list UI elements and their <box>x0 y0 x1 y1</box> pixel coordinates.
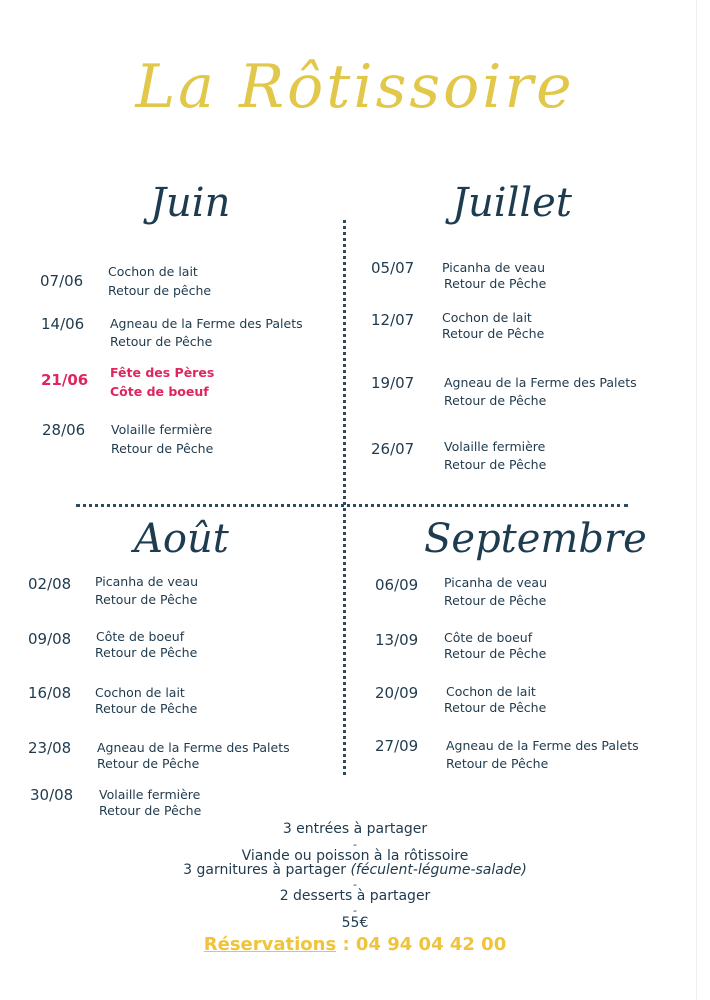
entry-dish: Retour de pêche <box>108 283 212 298</box>
entry-date: 28/06 <box>42 421 86 439</box>
entry-dish: Retour de Pêche <box>110 334 213 349</box>
month-heading-septembre: Septembre <box>424 516 647 562</box>
entry-dish: Côte de boeuf <box>444 630 533 645</box>
menu-line-garnitures <box>0 862 710 878</box>
entry-dish: Retour de Pêche <box>444 457 547 472</box>
entry-date: 20/09 <box>375 684 419 702</box>
entry-dish: Retour de Pêche <box>446 756 549 771</box>
month-heading-juin: Juin <box>150 180 231 226</box>
menu-price: 55€ <box>341 915 369 931</box>
entry-date: 06/09 <box>375 576 419 594</box>
entry-dish: Agneau de la Ferme des Palets <box>110 316 303 331</box>
entry-date: 02/08 <box>28 575 72 593</box>
entry-dish: Picanha de veau <box>95 574 199 589</box>
entry-dish: Picanha de veau <box>442 260 546 275</box>
entry-dish: Retour de Pêche <box>444 646 547 661</box>
entry-dish: Côte de boeuf <box>96 629 185 644</box>
reservation-phone[interactable]: : 04 94 04 42 00 <box>342 934 507 955</box>
entry-date: 16/08 <box>28 684 72 702</box>
entry-dish: Retour de Pêche <box>444 393 547 408</box>
entry-date: 21/06 <box>41 371 89 389</box>
reservation-line <box>0 934 710 955</box>
entry-dish: Agneau de la Ferme des Palets <box>446 738 639 753</box>
entry-date: 19/07 <box>371 374 415 392</box>
menu-garnitures-text: 3 garnitures à partager <box>183 862 346 878</box>
entry-dish: Cochon de lait <box>95 685 185 700</box>
entry-date: 30/08 <box>30 786 74 804</box>
entry-dish: Retour de Pêche <box>97 756 200 771</box>
entry-date: 09/08 <box>28 630 72 648</box>
restaurant-title: La Rôtissoire <box>135 52 575 122</box>
entry-dish: Cochon de lait <box>108 264 198 279</box>
entry-dish: Volaille fermière <box>99 787 201 802</box>
entry-dish: Retour de Pêche <box>95 645 198 660</box>
entry-dish: Cochon de lait <box>442 310 532 325</box>
entry-dish: Retour de Pêche <box>444 593 547 608</box>
entry-dish: Fête des Pères <box>110 365 215 380</box>
entry-dish: Retour de Pêche <box>99 803 202 818</box>
entry-dish: Cochon de lait <box>446 684 536 699</box>
reservation-label: Réservations <box>203 934 337 955</box>
entry-dish: Retour de Pêche <box>444 700 547 715</box>
entry-date: 27/09 <box>375 737 419 755</box>
entry-dish: Retour de Pêche <box>95 592 198 607</box>
entry-dish: Retour de Pêche <box>442 326 545 341</box>
entry-dish: Picanha de veau <box>444 575 548 590</box>
entry-dish: Retour de Pêche <box>111 441 214 456</box>
entry-date: 13/09 <box>375 631 419 649</box>
entry-date: 23/08 <box>28 739 72 757</box>
entry-date: 26/07 <box>371 440 415 458</box>
menu-garnitures-detail: (féculent-légume-salade) <box>350 862 527 878</box>
entry-date: 12/07 <box>371 311 415 329</box>
menu-separator: - <box>353 878 357 891</box>
entry-date: 05/07 <box>371 259 415 277</box>
vertical-divider <box>343 220 346 775</box>
menu-separator: - <box>353 904 357 917</box>
entry-dish: Volaille fermière <box>111 422 213 437</box>
entry-dish: Agneau de la Ferme des Palets <box>444 375 637 390</box>
menu-separator: - <box>353 838 357 851</box>
entry-dish: Agneau de la Ferme des Palets <box>97 740 290 755</box>
month-heading-aout: Août <box>134 516 229 562</box>
entry-dish: Côte de boeuf <box>110 384 209 399</box>
entry-dish: Volaille fermière <box>444 439 546 454</box>
menu-line-entrees: 3 entrées à partager <box>282 821 428 837</box>
horizontal-divider <box>76 504 628 507</box>
entry-dish: Retour de Pêche <box>95 701 198 716</box>
entry-date: 07/06 <box>40 272 84 290</box>
menu-line-desserts: 2 desserts à partager <box>279 888 431 904</box>
entry-date: 14/06 <box>41 315 85 333</box>
entry-dish: Retour de Pêche <box>444 276 547 291</box>
menu-line-main: Viande ou poisson à la rôtissoire <box>241 848 469 864</box>
month-heading-juillet: Juillet <box>452 180 572 226</box>
